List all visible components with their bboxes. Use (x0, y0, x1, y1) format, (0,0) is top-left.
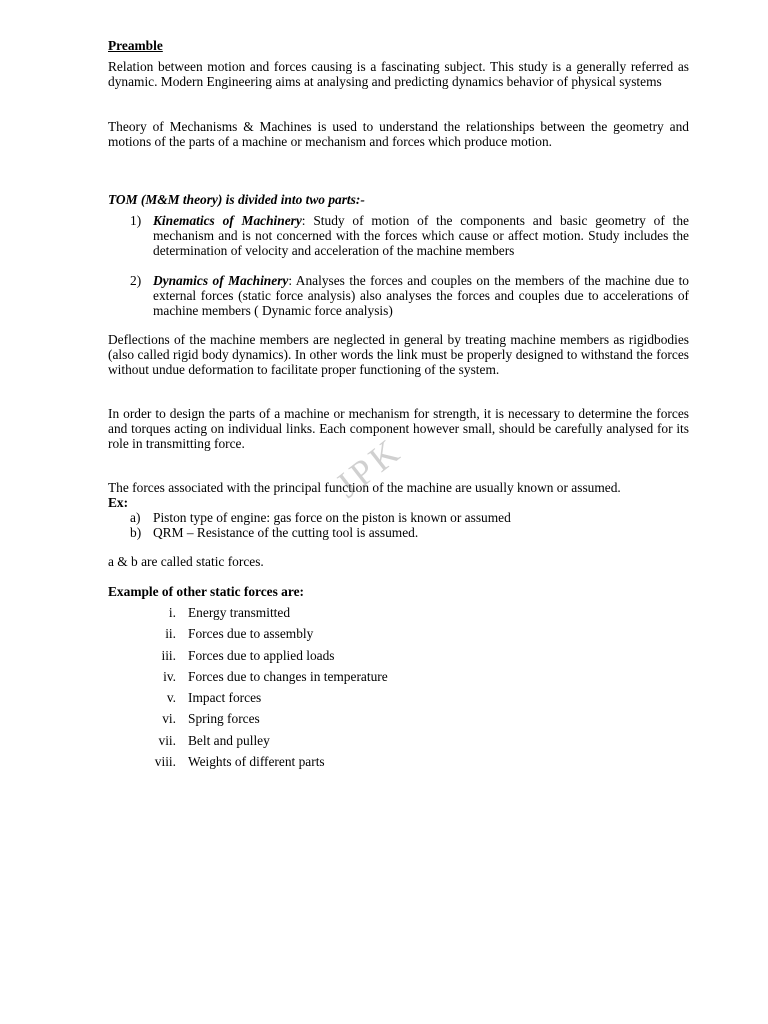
preamble-paragraph-2: Theory of Mechanisms & Machines is used to understand the relationships between the geometry and motions of the parts of a machine or mechanism and forces which produce motion. (108, 119, 689, 149)
tom-item-dynamics (153, 273, 689, 318)
roman-numeral: vii. (158, 733, 176, 748)
list-item: Forces due to applied loads (188, 648, 335, 663)
design-paragraph: In order to design the parts of a machine or mechanism for strength, it is necessary to determine the forces and torques acting on individual links. Each component however small, should be carefully analysed for its role in transmitting force. (108, 406, 689, 451)
list-letter: a) (130, 510, 141, 525)
list-item: Spring forces (188, 711, 260, 726)
tom-item-title: Kinematics of Machinery (153, 213, 302, 228)
ex-item-text: QRM – Resistance of the cutting tool is assumed. (153, 525, 419, 540)
tom-item-kinematics (153, 213, 689, 258)
tom-item-text: : Analyses the forces and couples on the members of the machine due to external forces (static force analysis) also analyses the forces and couples due to accelerations of machine members ( Dynamic force analysis) (153, 273, 689, 318)
ex-label: Ex: (108, 495, 129, 510)
list-item: Forces due to assembly (188, 626, 314, 641)
roman-numeral: iv. (163, 669, 176, 684)
tom-item-text: : Study of motion of the components and basic geometry of the mechanism and is not concerned with the forces which cause or affect motion. Study includes the determination of velocity and acceleration of the machine members (153, 213, 689, 258)
deflections-paragraph: Deflections of the machine members are neglected in general by treating machine members as rigidbodies (also called rigid body dynamics). In other words the link must be properly designed to withstand the forces without undue deformation to facilitate proper functioning of the system. (108, 332, 689, 377)
list-item: Weights of different parts (188, 754, 325, 769)
roman-numeral: i. (168, 605, 176, 620)
preamble-paragraph-1: Relation between motion and forces causing is a fascinating subject. This study is a generally referred as dynamic. Modern Engineering aims at analysing and predicting dynamics behavior of physical systems (108, 59, 689, 89)
roman-numeral: viii. (154, 754, 176, 769)
forces-paragraph: The forces associated with the principal function of the machine are usually known or assumed. (108, 480, 621, 495)
tom-heading: TOM (M&M theory) is divided into two parts:- (108, 192, 365, 207)
list-item: Impact forces (188, 690, 262, 705)
roman-numeral: iii. (161, 648, 176, 663)
static-forces-note: a & b are called static forces. (108, 554, 264, 569)
list-item: Energy transmitted (188, 605, 291, 620)
watermark: JPK (327, 429, 410, 506)
roman-numeral: v. (166, 690, 176, 705)
tom-item-title: Dynamics of Machinery (153, 273, 289, 288)
list-item: Belt and pulley (188, 733, 270, 748)
list-letter: b) (130, 525, 142, 540)
roman-numeral: ii. (165, 626, 176, 641)
ex-item-text: Piston type of engine: gas force on the piston is known or assumed (153, 510, 511, 525)
list-number: 1) (130, 213, 142, 228)
list-item: Forces due to changes in temperature (188, 669, 388, 684)
list-number: 2) (130, 273, 142, 288)
preamble-heading: Preamble (108, 38, 163, 53)
roman-numeral: vi. (162, 711, 176, 726)
examples-heading: Example of other static forces are: (108, 584, 304, 599)
